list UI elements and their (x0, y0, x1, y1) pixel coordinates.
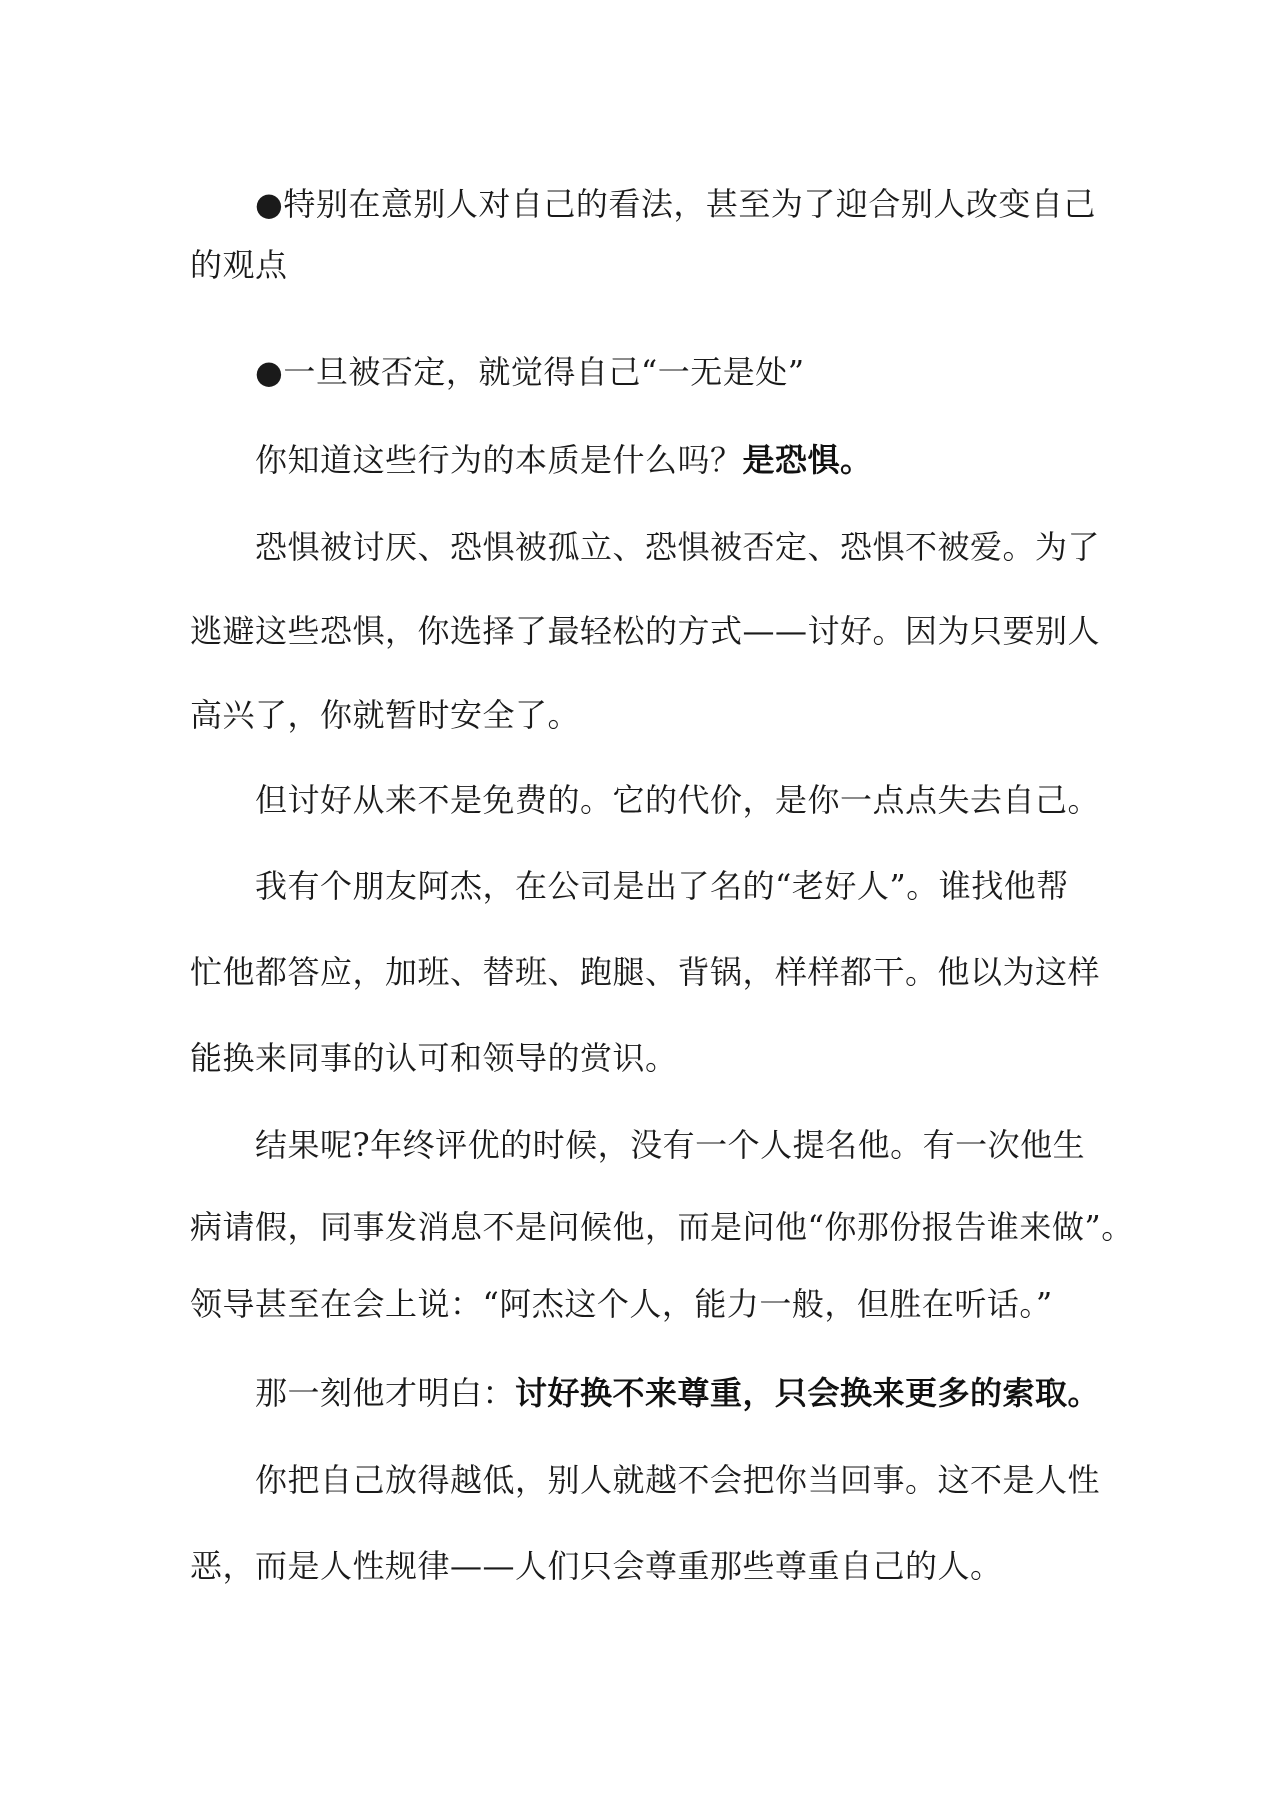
realization-text: 那一刻他才明白： (255, 1374, 516, 1412)
paragraph-friend-line-1: 我有个朋友阿杰，在公司是出了名的“老好人”。谁找他帮 (255, 867, 1069, 905)
bullet-line-2: ●一旦被否定，就觉得自己“一无是处” (255, 353, 805, 391)
paragraph-friend-line-3: 能换来同事的认可和领导的赏识。 (190, 1039, 678, 1077)
paragraph-friend-line-2: 忙他都答应，加班、替班、跑腿、背锅，样样都干。他以为这样 (190, 953, 1101, 991)
question-text: 你知道这些行为的本质是什么吗？ (255, 441, 743, 479)
paragraph-result-line-1: 结果呢?年终评优的时候，没有一个人提名他。有一次他生 (255, 1126, 1086, 1164)
bullet-line-1-cont: 的观点 (190, 246, 288, 284)
paragraph-realization (255, 1373, 1100, 1413)
paragraph-question (255, 440, 873, 480)
paragraph-result-line-3: 领导甚至在会上说：“阿杰这个人，能力一般，但胜在听话。” (190, 1285, 1053, 1323)
paragraph-fear-line-1: 恐惧被讨厌、恐惧被孤立、恐惧被否定、恐惧不被爱。为了 (255, 528, 1101, 566)
realization-bold: 讨好换不来尊重，只会换来更多的索取。 (515, 1374, 1101, 1412)
bullet-line-1: ●特别在意别人对自己的看法，甚至为了迎合别人改变自己 (255, 185, 1096, 223)
paragraph-fear-line-2: 逃避这些恐惧，你选择了最轻松的方式——讨好。因为只要别人 (190, 612, 1101, 650)
paragraph-cost: 但讨好从来不是免费的。它的代价，是你一点点失去自己。 (255, 781, 1101, 819)
paragraph-respect-line-2: 恶，而是人性规律——人们只会尊重那些尊重自己的人。 (190, 1547, 1003, 1585)
question-answer-bold: 是恐惧。 (742, 441, 873, 479)
paragraph-result-line-2: 病请假，同事发消息不是问候他，而是问他“你那份报告谁来做”。 (190, 1208, 1134, 1246)
paragraph-fear-line-3: 高兴了，你就暂时安全了。 (190, 696, 581, 734)
paragraph-respect-line-1: 你把自己放得越低，别人就越不会把你当回事。这不是人性 (255, 1461, 1101, 1499)
